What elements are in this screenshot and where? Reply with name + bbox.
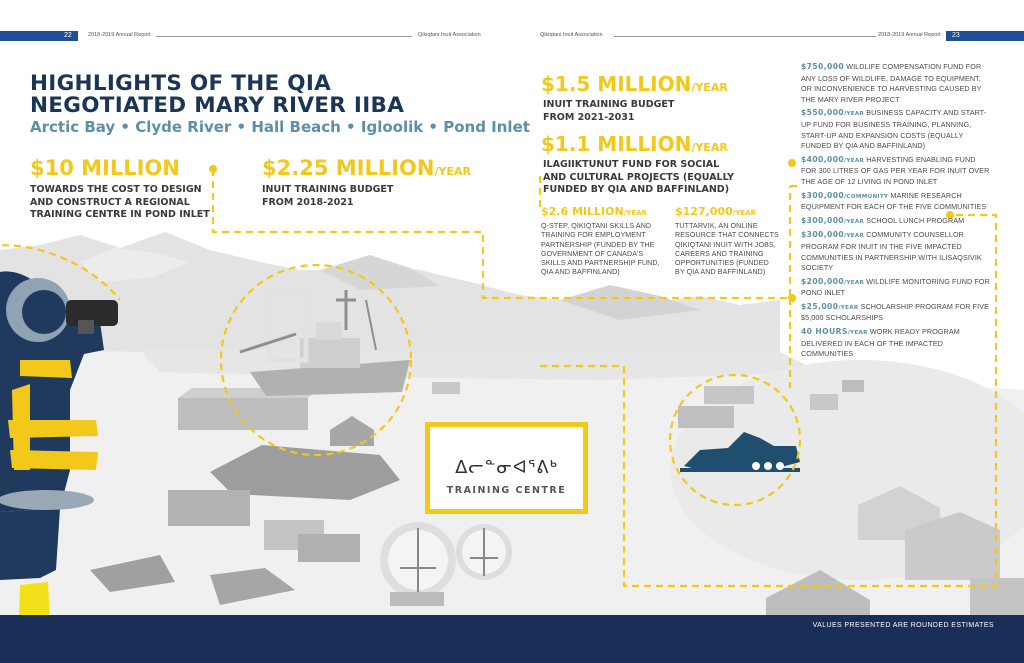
training-centre-syllabics: ᐃᓕᓐᓂᐊᕐᕕᒃ — [455, 457, 558, 478]
highlight-1-1m-desc-line3: FUNDED BY QIA AND BAFFINLAND) — [543, 184, 730, 196]
highlight-10m-desc-line1: TOWARDS THE COST TO DESIGN — [30, 184, 202, 195]
highlight-2-6m-desc — [541, 222, 660, 278]
funding-amount: $25,000 — [801, 301, 839, 311]
highlight-2-25m-desc-line1: INUIT TRAINING BUDGET — [262, 184, 394, 195]
funding-item — [801, 230, 991, 273]
highlight-2-6m-amount — [541, 205, 647, 218]
funding-amount: $300,000 — [801, 215, 845, 225]
highlight-1-5m-desc-line2: FROM 2021-2031 — [543, 111, 635, 123]
funding-text: HARVESTING ENABLING FUND FOR 300 LITRES OF GAS PER YEAR FOR INUIT OVER THE AGE OF 12 LIVING IN POND INLET — [801, 154, 990, 186]
funding-item — [801, 62, 991, 105]
highlight-2-25m-desc — [262, 184, 393, 209]
highlight-2-6m-value: $2.6 MILLION — [541, 205, 624, 218]
funding-item — [801, 277, 991, 299]
funding-item — [801, 191, 991, 213]
page-title-line2: NEGOTIATED MARY RIVER IIBA — [30, 93, 405, 118]
funding-per: /COMMUNITY — [844, 193, 889, 200]
highlight-1-1m-value: $1.1 MILLION — [541, 132, 692, 156]
funding-text: SCHOLARSHIP PROGRAM FOR FIVE $5,000 SCHOLARSHIPS — [801, 301, 990, 323]
highlight-10m-desc-line3: TRAINING CENTRE IN POND INLET — [30, 209, 210, 221]
funding-amount: 40 HOURS — [801, 327, 848, 337]
highlight-10m-desc — [30, 184, 210, 222]
highlight-1-1m-amount — [541, 132, 728, 156]
highlight-127k-desc — [675, 222, 779, 278]
left-page-number: 22 — [64, 32, 72, 39]
highlight-1-1m-unit: /YEAR — [691, 141, 728, 154]
funding-per: /YEAR — [838, 304, 859, 311]
highlight-127k-amount — [675, 205, 756, 218]
funding-per: /YEAR — [844, 233, 865, 240]
training-centre-sign — [425, 422, 588, 514]
funding-amount: $550,000 — [801, 108, 845, 118]
funding-item — [801, 327, 991, 360]
page-title — [30, 73, 404, 117]
funding-item — [801, 108, 991, 151]
highlight-127k-line: TUTTARVIK, AN ONLINE — [675, 222, 758, 230]
funding-amount: $750,000 — [801, 62, 845, 71]
funding-per: /YEAR — [847, 330, 868, 337]
highlight-2-25m-value: $2.25 MILLION — [262, 156, 435, 180]
highlight-1-5m-amount — [541, 72, 728, 96]
right-header-rule — [614, 36, 876, 37]
highlight-10m-value: $10 MILLION — [30, 156, 180, 180]
left-report-title: 2018-2019 Annual Report — [88, 32, 151, 38]
funding-per: /YEAR — [844, 279, 865, 286]
highlight-1-1m-desc — [543, 159, 734, 197]
funding-per: /YEAR — [844, 218, 865, 225]
funding-per: /YEAR — [844, 111, 865, 118]
communities-list: Arctic Bay • Clyde River • Hall Beach • Igloolik • Pond Inlet — [30, 118, 530, 136]
funding-list — [801, 62, 991, 363]
highlight-2-6m-line: PARTNERSHIP (FUNDED BY THE — [541, 240, 655, 249]
highlight-1-5m-desc-line1: INUIT TRAINING BUDGET — [543, 99, 675, 110]
funding-amount: $400,000 — [801, 154, 845, 164]
footnote: VALUES PRESENTED ARE ROUNDED ESTIMATES — [812, 622, 994, 629]
highlight-2-6m-line: QIA AND BAFFINLAND) — [541, 268, 620, 277]
highlight-2-6m-line: GOVERNMENT OF CANADA'S — [541, 249, 644, 258]
highlight-2-6m-line: SKILLS AND PARTNERSHIP FUND, — [541, 259, 660, 268]
highlight-10m-desc-line2: AND CONSTRUCT A REGIONAL — [30, 196, 190, 208]
funding-amount: $300,000 — [801, 190, 845, 200]
highlight-2-25m-desc-line2: FROM 2018-2021 — [262, 196, 354, 208]
highlight-1-5m-value: $1.5 MILLION — [541, 72, 692, 96]
highlight-1-5m-desc — [543, 99, 674, 124]
left-header-rule — [156, 36, 412, 37]
funding-text: WORK READY PROGRAM DELIVERED IN EACH OF THE IMPACTED COMMUNITIES — [801, 327, 960, 359]
training-centre-label: TRAINING CENTRE — [446, 485, 567, 496]
funding-amount: $300,000 — [801, 230, 845, 240]
right-org-name: Qikiqtani Inuit Association — [540, 32, 603, 38]
highlight-127k-value: $127,000 — [675, 205, 733, 218]
highlight-10m-amount — [30, 156, 180, 180]
highlight-1-5m-unit: /YEAR — [691, 81, 728, 94]
funding-item — [801, 302, 991, 324]
highlight-127k-unit: /YEAR — [732, 209, 756, 217]
left-org-name: Qikiqtani Inuit Association — [418, 32, 481, 38]
highlight-127k-line: OPPORTUNITIES (FUNDED — [675, 259, 769, 268]
funding-per: /YEAR — [844, 157, 865, 164]
funding-item — [801, 155, 991, 188]
highlight-127k-line: CAREERS AND TRAINING — [675, 249, 764, 258]
funding-item — [801, 216, 991, 228]
highlight-2-6m-unit: /YEAR — [623, 209, 647, 217]
funding-text: MARINE RESEARCH EQUIPMENT FOR EACH OF THE FIVE COMMUNITIES — [801, 190, 987, 212]
highlight-1-1m-desc-line2: AND CULTURAL PROJECTS (EQUALLY — [543, 171, 735, 183]
highlight-127k-line: BY QIA AND BAFFINLAND) — [675, 268, 766, 277]
funding-text: BUSINESS CAPACITY AND START-UP FUND FOR BUSINESS TRAINING, PLANNING, START-UP AND EXPANSION COSTS (EQUALLY FUNDED BY QIA AND BAFFINLAND) — [801, 108, 987, 151]
highlight-2-6m-line: Q-STEP, QIKIQTANI SKILLS AND — [541, 222, 652, 230]
highlight-2-6m-line: TRAINING FOR EMPLOYMENT — [541, 231, 646, 240]
funding-text: COMMUNITY COUNSELLOR PROGRAM FOR INUIT IN THE FIVE IMPACTED COMMUNITIES IN PARTNERSHIP WITH ILISAQSIVIK SOCIETY — [801, 230, 982, 273]
highlight-2-25m-unit: /YEAR — [434, 165, 471, 178]
highlight-1-1m-desc-line1: ILAGIIKTUNUT FUND FOR SOCIAL — [543, 159, 720, 170]
funding-text: SCHOOL LUNCH PROGRAM — [866, 215, 965, 225]
funding-amount: $200,000 — [801, 276, 845, 286]
page-title-line1: HIGHLIGHTS OF THE QIA — [30, 71, 332, 96]
highlight-127k-line: RESOURCE THAT CONNECTS — [675, 231, 779, 240]
right-page-number: 23 — [952, 32, 960, 39]
right-report-title: 2018-2019 Annual Report — [878, 32, 941, 38]
funding-text: WILDLIFE COMPENSATION FUND FOR ANY LOSS OF WILDLIFE, DAMAGE TO EQUIPMENT, OR INCONVENIENCE TO HARVESTING CAUSED BY THE MARY RIVER PROJECT — [801, 62, 982, 104]
funding-text: WILDLIFE MONITORING FUND FOR POND INLET — [801, 276, 990, 298]
highlight-127k-line: QIKIQTANI INUIT WITH JOBS, — [675, 240, 776, 249]
highlight-2-25m-amount — [262, 156, 471, 180]
